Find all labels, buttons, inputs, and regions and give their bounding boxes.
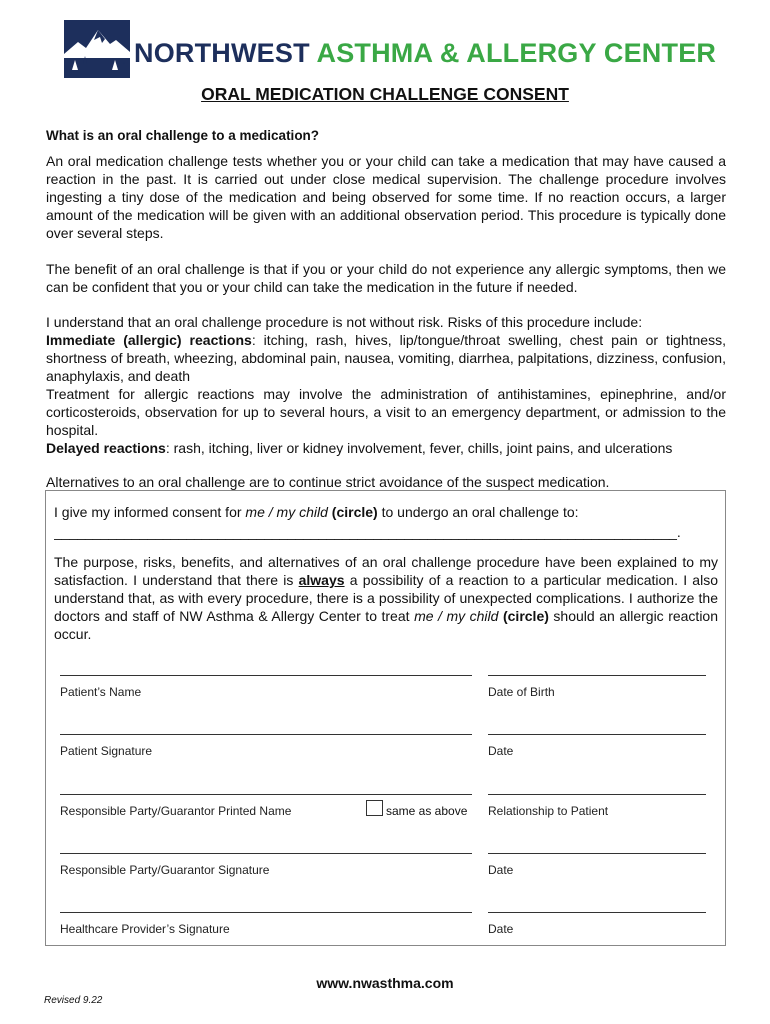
intro-paragraph-1: An oral medication challenge tests whether you or your child can take a medication that may have caused a reaction in the past. It is carried out under close medical supervision. The challenge procedure involves ingesting a tiny dose of the medication and being observed for some time. If no reaction occurs, a larger amount of the medication will be given with an additional observation period. This procedure is typically done over several steps. [46, 153, 726, 241]
consent-box [45, 490, 726, 946]
date-line-1[interactable] [488, 734, 706, 735]
signature-row-provider [46, 912, 727, 952]
signature-row-guarantor-name [46, 794, 727, 834]
signature-row-patient-signature [46, 734, 727, 774]
mountain-trees-icon [64, 20, 130, 78]
patient-signature-label: Patient Signature [60, 744, 153, 758]
date-label-1: Date [488, 744, 514, 758]
risks-section [46, 313, 726, 457]
org-name-part1: NORTHWEST [134, 38, 310, 68]
guarantor-name-label: Responsible Party/Guarantor Printed Name [60, 804, 292, 818]
consent-prefix: I give my informed consent for [54, 504, 246, 520]
patient-name-label: Patient’s Name [60, 685, 142, 699]
page-title: ORAL MEDICATION CHALLENGE CONSENT [201, 84, 569, 104]
immediate-reactions [46, 331, 726, 385]
guarantor-signature-line[interactable] [60, 853, 472, 854]
immediate-text: : itching, rash, hives, lip/tongue/throat swelling, chest pain or tightness, shortness of breath, wheezing, abdominal pain, nausea, vomiting, diarrhea, palpitations, dizziness, confusion, anaphylaxis, and death [46, 332, 726, 384]
date-line-2[interactable] [488, 853, 706, 854]
org-header [64, 20, 717, 80]
org-name [134, 38, 716, 69]
org-name-part2: ASTHMA & ALLERGY CENTER [316, 38, 717, 68]
medication-blank-line[interactable]: ________________________________________________________________________________. [54, 524, 681, 540]
circle-note: (circle) [331, 504, 378, 520]
treatment-text: Treatment for allergic reactions may involve the administration of antihistamines, epinephrine, and/or corticosteroids, observation for up to several hours, a visit to an emergency department, or admission to the hospital. [46, 386, 726, 438]
same-as-above-label: same as above [386, 804, 468, 818]
dob-line[interactable] [488, 675, 706, 676]
consent-statement [54, 503, 718, 521]
consent-suffix: to undergo an oral challenge to: [377, 504, 579, 520]
alternatives-text: Alternatives to an oral challenge are to continue strict avoidance of the suspect medication. [46, 474, 610, 490]
relationship-label: Relationship to Patient [488, 804, 609, 818]
signature-row-guarantor-signature [46, 853, 727, 893]
always-emphasis: always [298, 572, 345, 588]
consent-explanation [54, 553, 718, 643]
explained-mid: a possibility of a reaction to a particular medication. I also understand that, as with every procedure, there is a possibility of unexpected complications. I authorize the doctors and staff of NW Asthma & Allergy Center to treat [54, 572, 718, 624]
footer-url[interactable]: www.nwasthma.com [316, 975, 454, 991]
explained-end: should an allergic reaction occur. [54, 608, 719, 642]
delayed-reactions [46, 439, 726, 457]
date-line-3[interactable] [488, 912, 706, 913]
relationship-line[interactable] [488, 794, 706, 795]
me-child-choice-2[interactable]: me / my child [414, 608, 499, 624]
date-label-3: Date [488, 922, 514, 936]
explained-pre: The purpose, risks, benefits, and alternatives of an oral challenge procedure have been explained to my satisfaction. I understand that there is [54, 554, 718, 588]
same-as-above-checkbox[interactable] [366, 800, 383, 816]
intro-question: What is an oral challenge to a medication? [46, 128, 320, 143]
provider-signature-line[interactable] [60, 912, 472, 913]
guarantor-signature-label: Responsible Party/Guarantor Signature [60, 863, 270, 877]
dob-label: Date of Birth [488, 685, 555, 699]
patient-name-line[interactable] [60, 675, 472, 676]
delayed-text: : rash, itching, liver or kidney involvement, fever, chills, joint pains, and ulcerations [165, 440, 673, 456]
guarantor-name-line[interactable] [60, 794, 472, 795]
patient-signature-line[interactable] [60, 734, 472, 735]
provider-signature-label: Healthcare Provider’s Signature [60, 922, 230, 936]
me-child-choice[interactable]: me / my child [245, 504, 328, 520]
intro-paragraph-2: The benefit of an oral challenge is that if you or your child do not experience any allergic symptoms, then we can be confident that you or your child can take the medication in the future if needed. [46, 261, 726, 295]
revision-note: Revised 9.22 [44, 995, 103, 1006]
delayed-label: Delayed reactions [46, 440, 166, 456]
risk-intro: I understand that an oral challenge procedure is not without risk. Risks of this procedure include: [46, 314, 643, 330]
date-label-2: Date [488, 863, 514, 877]
signature-row-patient-name [46, 675, 727, 715]
immediate-label: Immediate (allergic) reactions [46, 332, 252, 348]
circle-note-2: (circle) [502, 608, 549, 624]
